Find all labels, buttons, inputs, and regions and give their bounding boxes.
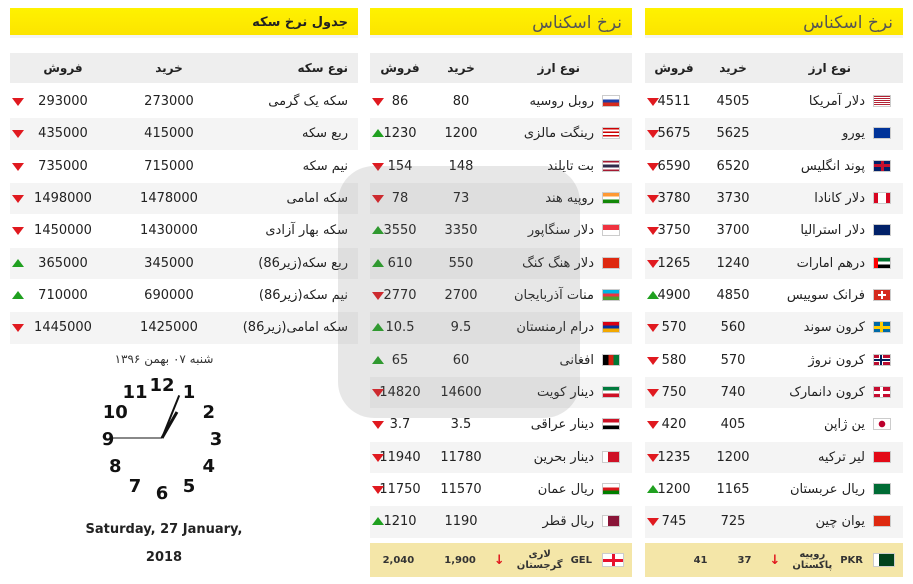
trend-down-icon [647, 518, 659, 526]
currency-row [645, 377, 903, 409]
header-buy: خرید [447, 61, 475, 75]
flag-canada-icon [873, 192, 891, 204]
currency-sell [645, 312, 703, 343]
currency-sell-value: 4511 [657, 94, 691, 109]
flag-switzerland-icon [873, 289, 891, 301]
footer-sell: 41 [693, 554, 708, 566]
currency-buy: 3700 [716, 223, 750, 239]
currency-row [370, 506, 632, 538]
currency-sell-value: 10.5 [385, 320, 415, 336]
coin-table-header [10, 53, 358, 83]
currency-sell-value: 745 [661, 514, 687, 530]
currency-name: کرون نروژ [763, 345, 903, 376]
currency-sell-value: 11940 [379, 449, 421, 465]
trend-down-icon: ↓ [769, 552, 781, 568]
currency-buy: 2700 [444, 288, 478, 304]
currency-sell [645, 409, 703, 440]
currency-row [645, 280, 903, 312]
flag-sweden-icon [873, 321, 891, 333]
currency-row [645, 118, 903, 150]
currency-buy: 1190 [444, 514, 478, 530]
currency-buy: 725 [720, 514, 746, 530]
currency-name: کرون دانمارک [763, 377, 903, 408]
flag-australia-icon [873, 224, 891, 236]
currency-name: دلار کانادا [763, 183, 903, 214]
currency-sell-value: 1230 [383, 126, 417, 142]
middle-footer-gel [370, 543, 632, 577]
flag-thailand-icon [602, 160, 620, 172]
currency-buy: 1200 [716, 449, 750, 465]
currency-buy: 3730 [716, 191, 750, 207]
trend-down-icon [647, 389, 659, 397]
currency-buy: 3.5 [450, 417, 472, 433]
currency-sell [645, 151, 703, 182]
currency-name: درهم امارات [763, 248, 903, 279]
currency-sell-value: 14820 [379, 385, 421, 401]
flag-oman-icon [602, 483, 620, 495]
coin-sell-value: 365000 [38, 255, 88, 271]
trend-down-icon [647, 163, 659, 171]
currency-row [645, 86, 903, 118]
currency-sell-value: 3.7 [389, 417, 411, 433]
watermark-logo [338, 166, 580, 418]
currency-buy: 1200 [444, 126, 478, 142]
trend-down-icon [647, 98, 659, 106]
currency-buy: 740 [720, 385, 746, 401]
currency-buy: 3350 [444, 223, 478, 239]
currency-sell [645, 118, 703, 149]
date-english-line1: Saturday, 27 January, [85, 522, 243, 537]
flag-denmark-icon [873, 386, 891, 398]
currency-name: یورو [763, 118, 903, 149]
trend-down-icon [647, 357, 659, 365]
currency-sell-value: 3550 [383, 223, 417, 239]
trend-up-icon [12, 291, 24, 299]
currency-buy: 4505 [716, 94, 750, 109]
currency-buy: 73 [452, 191, 470, 207]
flag-iraq-icon [602, 418, 620, 430]
coin-buy: 715000 [144, 158, 194, 174]
trend-down-icon [647, 454, 659, 462]
currency-name: دینار بحرین [492, 442, 632, 473]
currency-sell-value: 3780 [657, 191, 691, 207]
trend-down-icon [372, 454, 384, 462]
coin-table-title: جدول نرخ سکه [10, 8, 358, 38]
currency-sell [645, 215, 703, 246]
right-table-body [645, 86, 903, 539]
coin-row [10, 215, 358, 247]
currency-buy: 4850 [716, 288, 750, 304]
currency-buy: 60 [452, 352, 470, 368]
coin-sell-value: 1450000 [34, 223, 92, 239]
currency-buy: 1165 [716, 482, 750, 498]
coin-buy: 1425000 [140, 320, 198, 336]
coin-name: سکه یک گرمی [268, 94, 348, 109]
coin-sell [10, 312, 116, 343]
currency-sell [645, 506, 703, 537]
clock-number-9: 9 [101, 429, 115, 450]
currency-row [645, 312, 903, 344]
currency-name: کرون سوند [763, 312, 903, 343]
coin-sell-value: 1498000 [34, 191, 92, 207]
currency-row [645, 215, 903, 247]
currency-sell [645, 248, 703, 279]
coin-row [10, 183, 358, 215]
currency-name: ین ژاپن [763, 409, 903, 440]
footer-name-line2: گرجستان [516, 560, 563, 571]
coin-name: ربع سکه [302, 126, 348, 142]
currency-sell [370, 118, 430, 149]
trend-down-icon [372, 486, 384, 494]
coin-row [10, 312, 358, 344]
currency-sell [370, 474, 430, 505]
trend-down-icon [12, 227, 24, 235]
trend-up-icon [372, 517, 384, 525]
currency-sell-value: 86 [391, 94, 409, 109]
currency-sell-value: 154 [387, 158, 413, 174]
currency-name: فرانک سوییس [763, 280, 903, 311]
currency-sell [645, 280, 703, 311]
currency-sell-value: 11750 [379, 482, 421, 498]
currency-name: دلار استرالیا [763, 215, 903, 246]
trend-down-icon [647, 260, 659, 268]
currency-sell-value: 78 [391, 191, 409, 207]
currency-name: ریال عمان [492, 474, 632, 505]
flag-georgia-icon [602, 553, 624, 567]
currency-name: ریال عربستان [763, 474, 903, 505]
currency-row [370, 118, 632, 150]
currency-name: دلار سنگاپور [492, 215, 632, 246]
trend-up-icon [372, 129, 384, 137]
flag-japan-icon [873, 418, 891, 430]
trend-down-icon: ↓ [493, 552, 505, 568]
coin-name: سکه امامی(زیر86) [242, 320, 348, 336]
clock-number-5: 5 [182, 475, 196, 497]
coin-sell [10, 215, 116, 246]
coin-sell-value: 293000 [38, 94, 88, 109]
header-sell: فروش [654, 61, 694, 75]
currency-row [645, 151, 903, 183]
footer-code: PKR [840, 554, 863, 566]
currency-sell [645, 183, 703, 214]
header-currency-type: نوع ارز [537, 61, 580, 75]
coin-sell [10, 248, 116, 279]
coin-row [10, 118, 358, 150]
right-footer-pkr [645, 543, 903, 577]
coin-buy: 273000 [144, 94, 194, 109]
currency-name: لیر ترکیه [763, 442, 903, 473]
currency-buy: 405 [720, 417, 746, 433]
currency-name: دینار عراقی [492, 409, 632, 440]
flag-uae-icon [873, 257, 891, 269]
currency-buy: 560 [720, 320, 746, 336]
clock-minute-hand [162, 395, 179, 438]
currency-name: درام ارمنستان [492, 312, 632, 343]
currency-sell-value: 3750 [657, 223, 691, 239]
coin-name: ربع سکه(زیر86) [258, 255, 348, 271]
currency-sell-value: 65 [391, 352, 409, 368]
currency-sell [370, 442, 430, 473]
coin-sell [10, 118, 116, 149]
trend-down-icon [647, 421, 659, 429]
currency-buy: 570 [720, 352, 746, 368]
flag-kuwait-icon [602, 386, 620, 398]
currency-name: ریال قطر [492, 506, 632, 537]
currency-name: پوند انگلیس [763, 151, 903, 182]
coin-name: نیم سکه(زیر86) [258, 288, 348, 304]
currency-name: روبل روسیه [492, 86, 632, 117]
currency-row [645, 506, 903, 538]
header-currency-type: نوع ارز [808, 61, 851, 75]
middle-table-header [370, 53, 632, 83]
currency-sell [645, 377, 703, 408]
right-table-title: نرخ اسکناس [645, 8, 903, 38]
currency-sell-value: 570 [661, 320, 687, 336]
clock-number-8: 8 [108, 456, 122, 477]
currency-name: رینگت مالزی [492, 118, 632, 149]
currency-buy: 80 [452, 94, 470, 109]
coin-buy: 1478000 [140, 191, 198, 207]
currency-buy: 9.5 [450, 320, 472, 336]
clock-number-4: 4 [202, 456, 216, 477]
date-persian: شنبه ۰۷ بهمن ۱۳۹۶ [114, 352, 214, 366]
coin-name: نیم سکه [302, 158, 348, 174]
header-coin-type: نوع سکه [297, 61, 348, 75]
currency-sell [370, 506, 430, 537]
currency-buy: 11570 [440, 482, 482, 498]
coin-table-body [10, 86, 358, 345]
header-buy: خرید [719, 61, 747, 75]
flag-azerbaijan-icon [602, 289, 620, 301]
coin-row [10, 151, 358, 183]
currency-sell-value: 420 [661, 417, 687, 433]
currency-row [645, 474, 903, 506]
flag-usa-icon [873, 95, 891, 107]
flag-singapore-icon [602, 224, 620, 236]
middle-table-title: نرخ اسکناس [370, 8, 632, 38]
currency-name: بت تایلند [492, 151, 632, 182]
coin-row [10, 280, 358, 312]
currency-name: دینار کویت [492, 377, 632, 408]
flag-norway-icon [873, 354, 891, 366]
footer-name [792, 549, 832, 571]
currency-row [370, 442, 632, 474]
coin-buy: 1430000 [140, 223, 198, 239]
currency-name: روپیه هند [492, 183, 632, 214]
currency-name: افغانی [492, 345, 632, 376]
clock-number-6: 6 [155, 483, 169, 504]
trend-down-icon [12, 324, 24, 332]
flag-afghanistan-icon [602, 354, 620, 366]
coin-buy: 415000 [144, 126, 194, 142]
flag-saudi-icon [873, 483, 891, 495]
currency-name: دلار آمریکا [763, 86, 903, 117]
coin-row [10, 86, 358, 118]
flag-uk-icon [873, 160, 891, 172]
date-english-line2: 2018 [145, 550, 183, 565]
coin-name: سکه بهار آزادی [265, 223, 348, 239]
clock-number-3: 3 [209, 429, 223, 450]
coin-sell [10, 183, 116, 214]
flag-pakistan-icon [873, 553, 895, 567]
footer-name-line1: روپیه [799, 549, 826, 560]
header-sell: فروش [43, 61, 83, 75]
currency-row [370, 86, 632, 118]
coin-sell [10, 280, 116, 311]
currency-sell-value: 1210 [383, 514, 417, 530]
coin-name: سکه امامی [286, 191, 348, 207]
header-sell: فروش [380, 61, 420, 75]
trend-up-icon [647, 485, 659, 493]
currency-buy: 550 [448, 255, 474, 271]
header-buy: خرید [155, 61, 183, 75]
clock-number-7: 7 [128, 475, 142, 497]
currency-sell-value: 2770 [383, 288, 417, 304]
right-table-header [645, 53, 903, 83]
coin-sell [10, 86, 116, 117]
clock-number-2: 2 [202, 402, 216, 423]
trend-down-icon [372, 421, 384, 429]
currency-sell-value: 750 [661, 385, 687, 401]
currency-buy: 11780 [440, 449, 482, 465]
footer-buy: 37 [737, 554, 752, 566]
clock-number-12: 12 [149, 375, 175, 396]
currency-sell-value: 4900 [657, 288, 691, 304]
coin-buy: 690000 [144, 288, 194, 304]
currency-row [645, 409, 903, 441]
footer-name-line1: لاری [528, 549, 551, 560]
currency-row [645, 248, 903, 280]
trend-down-icon [12, 98, 24, 106]
trend-down-icon [12, 195, 24, 203]
currency-name: منات آذربایجان [492, 280, 632, 311]
currency-buy: 6520 [716, 158, 750, 174]
currency-sell-value: 1235 [657, 449, 691, 465]
flag-malaysia-icon [602, 127, 620, 139]
analog-clock [92, 370, 232, 510]
flag-turkey-icon [873, 451, 891, 463]
trend-down-icon [372, 98, 384, 106]
footer-code: GEL [570, 554, 592, 566]
trend-down-icon [647, 227, 659, 235]
trend-down-icon [647, 324, 659, 332]
trend-down-icon [12, 163, 24, 171]
currency-row [645, 183, 903, 215]
currency-sell-value: 1265 [657, 255, 691, 271]
coin-sell-value: 710000 [38, 288, 88, 304]
flag-hongkong-icon [602, 257, 620, 269]
clock-number-11: 11 [122, 382, 148, 404]
currency-sell [645, 474, 703, 505]
currency-name: دلار هنگ کنگ [492, 248, 632, 279]
currency-row [645, 442, 903, 474]
coin-sell-value: 735000 [38, 158, 88, 174]
currency-sell-value: 580 [661, 352, 687, 368]
coin-row [10, 248, 358, 280]
currency-sell [645, 345, 703, 376]
trend-down-icon [647, 195, 659, 203]
clock-number-1: 1 [182, 382, 196, 404]
trend-down-icon [647, 130, 659, 138]
flag-bahrain-icon [602, 451, 620, 463]
coin-buy: 345000 [144, 255, 194, 271]
coin-sell-value: 435000 [38, 126, 88, 142]
currency-name: یوان چین [763, 506, 903, 537]
currency-sell-value: 6590 [657, 158, 691, 174]
currency-row [370, 474, 632, 506]
currency-sell-value: 610 [387, 255, 413, 271]
currency-sell-value: 1200 [657, 482, 691, 498]
flag-eu-icon [873, 127, 891, 139]
currency-buy: 148 [448, 158, 474, 174]
flag-armenia-icon [602, 321, 620, 333]
clock-number-10: 10 [102, 402, 128, 423]
currency-sell [370, 86, 430, 117]
currency-sell [645, 442, 703, 473]
footer-name [517, 549, 563, 571]
coin-sell [10, 151, 116, 182]
trend-up-icon [647, 291, 659, 299]
coin-sell-value: 1445000 [34, 320, 92, 336]
trend-up-icon [12, 259, 24, 267]
trend-down-icon [12, 130, 24, 138]
flag-china-icon [873, 515, 891, 527]
currency-sell [645, 86, 703, 117]
currency-buy: 1240 [716, 255, 750, 271]
currency-sell-value: 5675 [657, 126, 691, 142]
currency-buy: 5625 [716, 126, 750, 142]
flag-russia-icon [602, 95, 620, 107]
footer-name-line2: پاکستان [792, 560, 833, 571]
flag-qatar-icon [602, 515, 620, 527]
flag-india-icon [602, 192, 620, 204]
currency-row [645, 345, 903, 377]
footer-sell: 2,040 [382, 554, 415, 566]
currency-buy: 14600 [440, 385, 482, 401]
footer-buy: 1,900 [444, 554, 476, 566]
